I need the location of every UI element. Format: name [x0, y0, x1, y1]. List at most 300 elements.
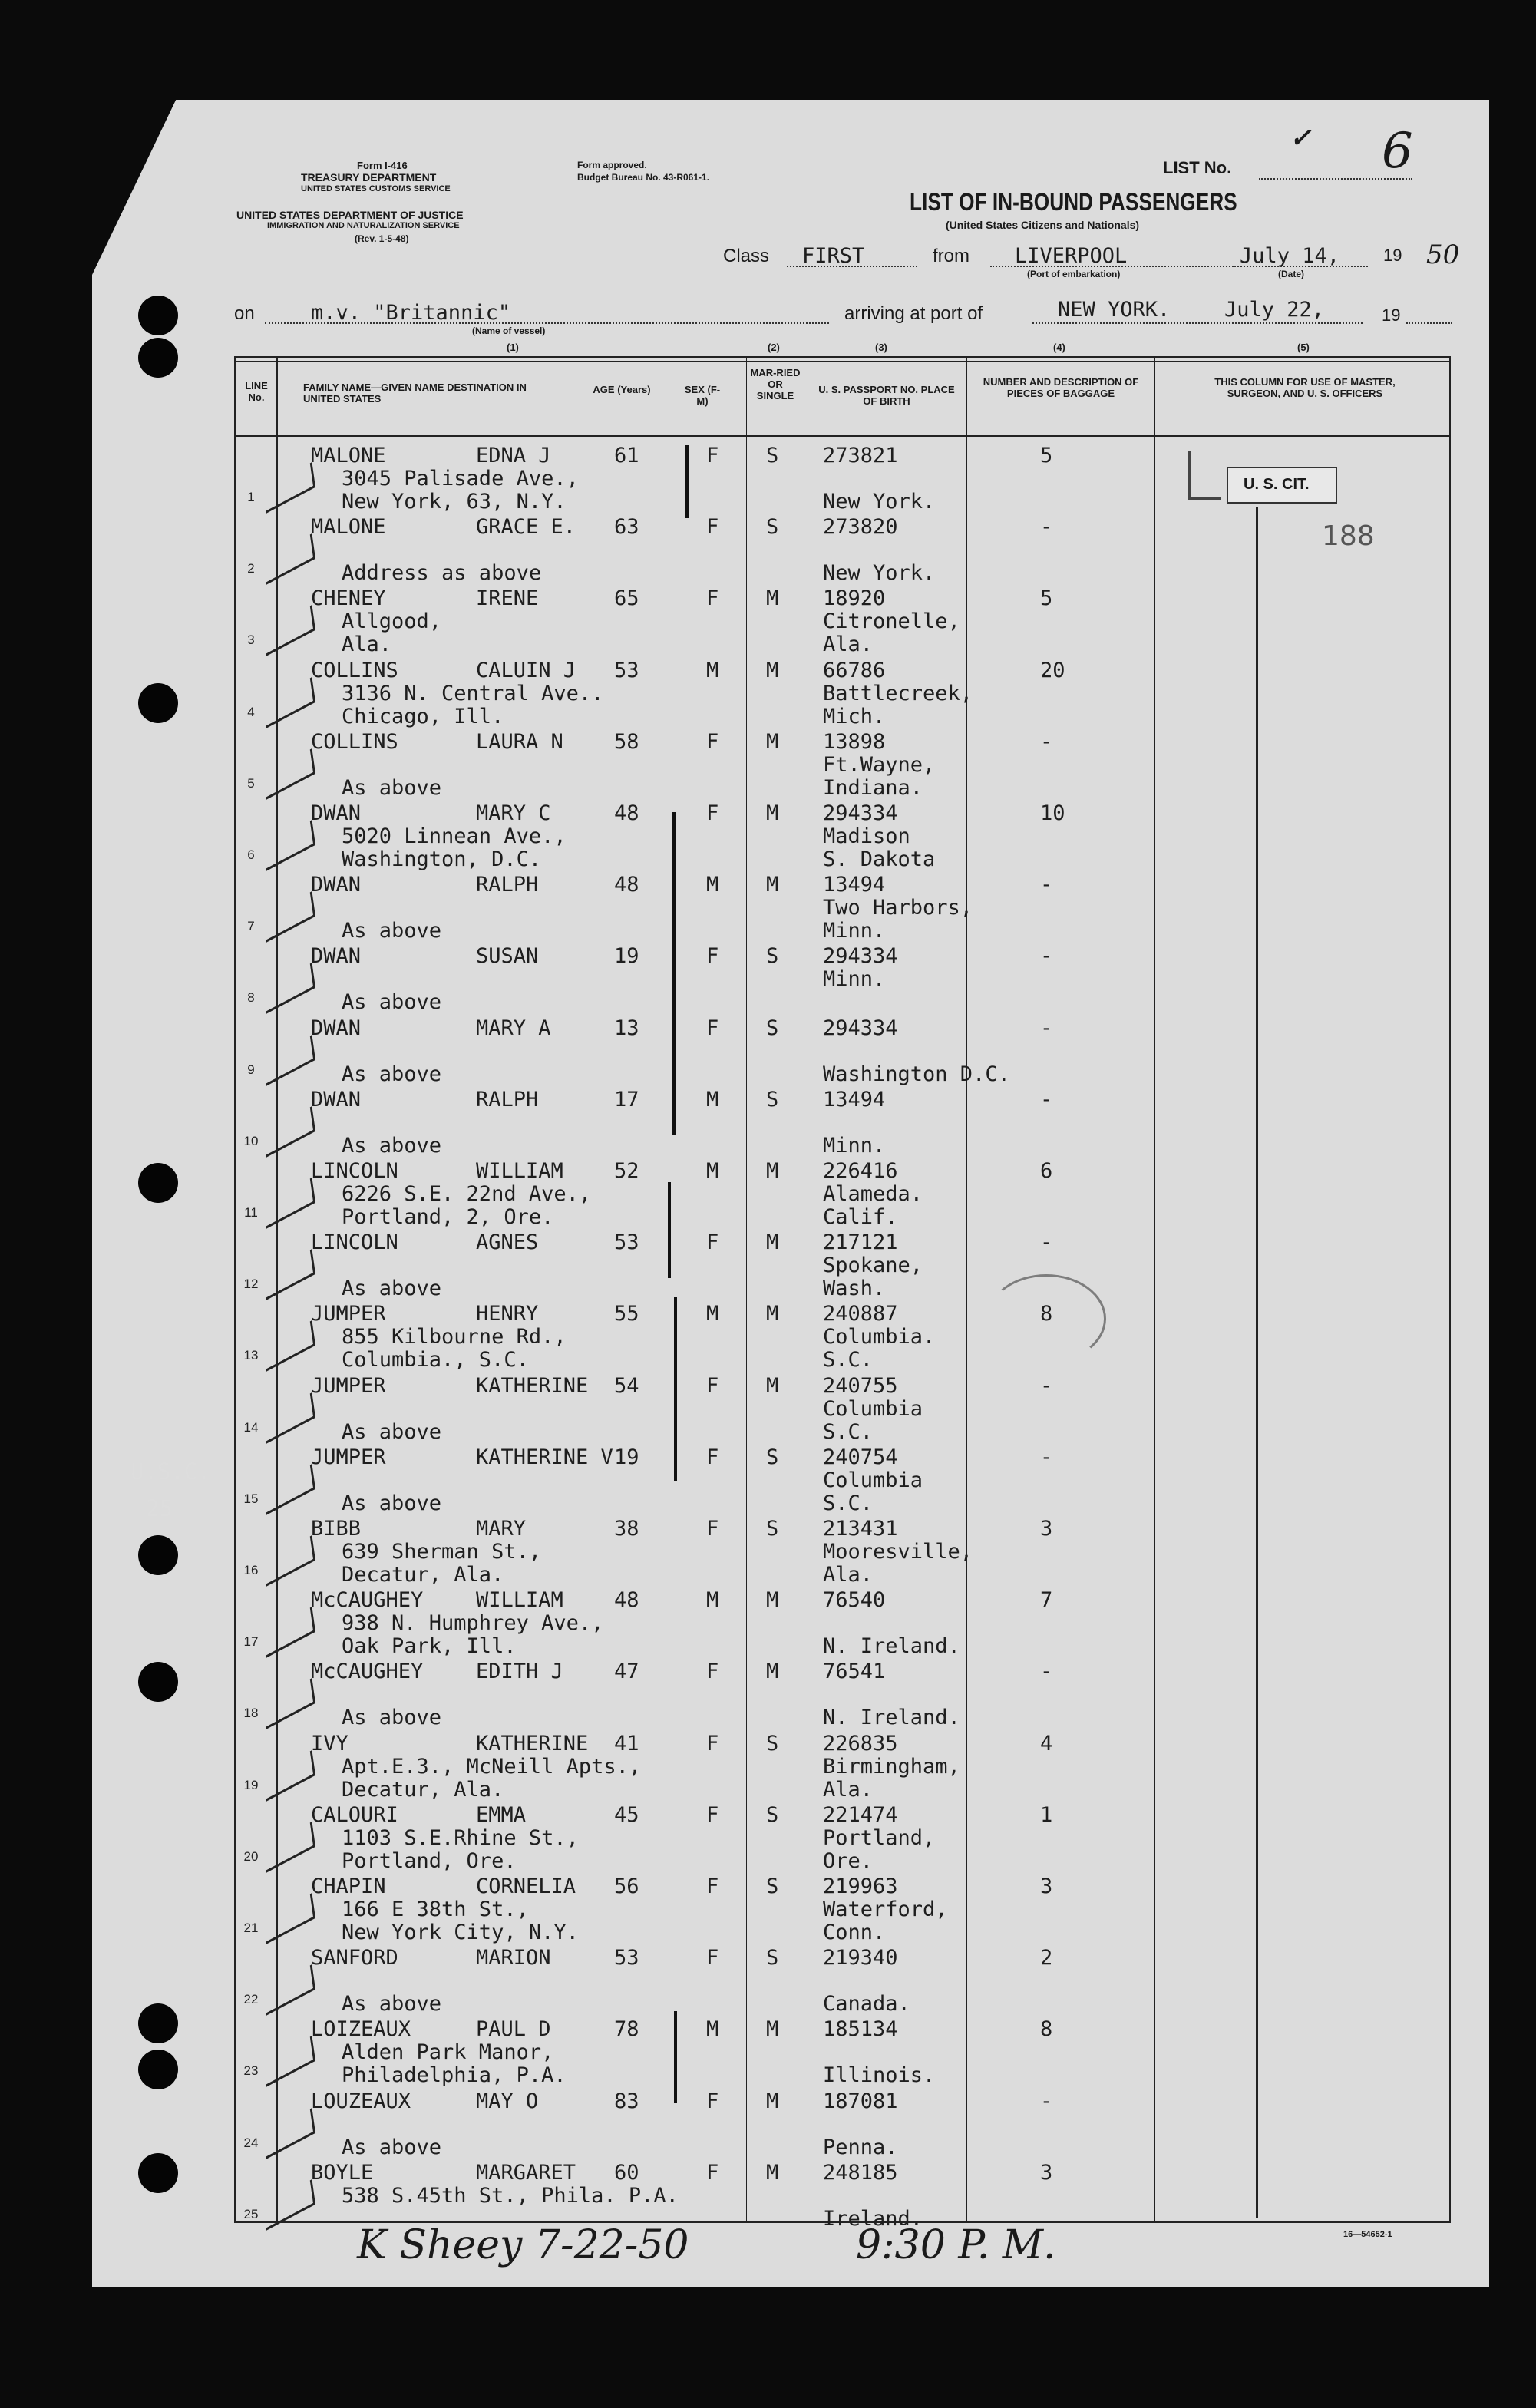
- line-number: 2: [247, 561, 255, 576]
- col-header-officers: THIS COLUMN FOR USE OF MASTER, SURGEON, AND U. S. OFFICERS: [1214, 376, 1396, 399]
- table-row: [0, 1803, 1536, 1875]
- baggage-count: 7: [1040, 1588, 1053, 1613]
- line-number: 13: [243, 1348, 259, 1363]
- on-label: on: [234, 303, 255, 324]
- birthplace-line-1: Waterford,: [823, 1898, 948, 1921]
- line-number: 5: [247, 775, 255, 791]
- birthplace-line-2: Penna.: [823, 2135, 898, 2159]
- passport-number: 294334: [823, 1016, 898, 1040]
- class-line: [787, 266, 917, 267]
- given-name: WILLIAM: [476, 1588, 563, 1613]
- birthplace-line-2: Wash.: [823, 1277, 886, 1301]
- sex: F: [706, 2089, 719, 2113]
- marital-status: M: [766, 1660, 779, 1684]
- table-top-rule-thin: [234, 361, 1451, 362]
- line-number: 10: [243, 1133, 259, 1148]
- budget-label: Budget Bureau No. 43-R061-1.: [577, 172, 710, 183]
- check-mark: [263, 2036, 315, 2087]
- line-number: 24: [243, 2135, 259, 2150]
- address-line-2: As above: [342, 1133, 442, 1158]
- family-name: SANFORD: [311, 1946, 398, 1970]
- col-header-name: FAMILY NAME—GIVEN NAME DESTINATION IN UNITED STATES: [303, 382, 527, 405]
- age: 60: [614, 2160, 639, 2185]
- address-line-1: 938 N. Humphrey Ave.,: [342, 1611, 604, 1636]
- family-name: DWAN: [311, 944, 362, 969]
- sex: F: [706, 1660, 719, 1684]
- address-line-2: Decatur, Ala.: [342, 1563, 504, 1587]
- check-mark: [263, 820, 315, 871]
- family-name: IVY: [311, 1731, 348, 1756]
- given-name: RALPH: [476, 1087, 539, 1112]
- baggage-count: 1: [1040, 1802, 1053, 1827]
- usc-count: 25: [146, 1495, 173, 1521]
- baggage-count: 4: [1040, 1731, 1053, 1756]
- inspector-signature: K Sheey 7-22-50: [357, 2222, 689, 2268]
- check-mark: [263, 462, 315, 514]
- birthplace-line-1: Birmingham,: [823, 1754, 960, 1779]
- birthplace-line-2: Minn.: [823, 919, 886, 943]
- family-name: JUMPER: [311, 1302, 386, 1326]
- list-no-label: LIST No.: [1163, 158, 1232, 177]
- form-number: Form I-416: [357, 160, 408, 171]
- address-line-2: As above: [342, 990, 442, 1015]
- passport-number: 213431: [823, 1517, 898, 1541]
- line-number: 1: [247, 490, 255, 504]
- col-number-2: (2): [768, 342, 780, 353]
- family-name: BIBB: [311, 1517, 362, 1541]
- birthplace-line-2: Ore.: [823, 1848, 874, 1873]
- sex: F: [706, 1230, 719, 1255]
- passport-number: 294334: [823, 801, 898, 825]
- header-bottom-rule: [234, 435, 1451, 437]
- sex: F: [706, 1373, 719, 1398]
- passport-number: 217121: [823, 1230, 898, 1255]
- sex: M: [706, 1302, 719, 1326]
- date-line: [1237, 266, 1368, 267]
- given-name: MARY: [476, 1517, 527, 1541]
- justice-label: UNITED STATES DEPARTMENT OF JUSTICE: [236, 209, 464, 221]
- family-name: McCAUGHEY: [311, 1588, 424, 1613]
- marital-status: M: [766, 1302, 779, 1326]
- sex: M: [706, 1087, 719, 1112]
- line-number: 21: [243, 1921, 259, 1935]
- sex: M: [706, 873, 719, 897]
- age: 48: [614, 1588, 639, 1613]
- col-number-4: (4): [1053, 342, 1065, 353]
- check-mark: [263, 1464, 315, 1515]
- address-line-2: Chicago, Ill.: [342, 704, 504, 728]
- birthplace-line-2: S.C.: [823, 1419, 874, 1444]
- arrival-year-prefix: 19: [1382, 306, 1401, 325]
- baggage-count: 8: [1040, 1302, 1053, 1326]
- customs-label: UNITED STATES CUSTOMS SERVICE: [301, 184, 451, 193]
- check-mark: [263, 1106, 315, 1158]
- marital-status: M: [766, 1588, 779, 1613]
- birthplace-line-2: Mich.: [823, 704, 886, 728]
- sex: F: [706, 1875, 719, 1898]
- birthplace-line-1: Two Harbors,: [823, 896, 973, 920]
- birthplace-line-1: Minn.: [823, 967, 886, 992]
- line-number: 8: [247, 990, 255, 1006]
- marital-status: S: [766, 1087, 779, 1112]
- form-code: 16—54652-1: [1343, 2230, 1392, 2239]
- birthplace-line-2: Minn.: [823, 1133, 886, 1158]
- line-number: 14: [243, 1419, 259, 1435]
- signature-time: 9:30 P. M.: [856, 2222, 1056, 2268]
- passport-number: 294334: [823, 944, 898, 969]
- marital-status: M: [766, 2089, 779, 2113]
- address-line-2: As above: [342, 775, 442, 800]
- address-line-2: As above: [342, 1491, 442, 1515]
- given-name: KATHERINE: [476, 1731, 589, 1756]
- line-number: 22: [243, 1992, 259, 2007]
- address-line-2: As above: [342, 1992, 442, 2017]
- age: 47: [614, 1660, 639, 1684]
- birthplace-line-2: Calif.: [823, 1205, 898, 1229]
- line-number: 4: [247, 704, 255, 719]
- marital-status: S: [766, 444, 779, 467]
- birthplace-line-2: N. Ireland.: [823, 1706, 960, 1730]
- address-line-1: Alden Park Manor,: [342, 2040, 554, 2065]
- approved-label: Form approved.: [577, 160, 647, 170]
- birthplace-line-2: New York.: [823, 561, 936, 586]
- birthplace-line-2: Illinois.: [823, 2063, 936, 2088]
- address-line-1: 1103 S.E.Rhine St.,: [342, 1825, 579, 1850]
- given-name: MARGARET: [476, 2160, 576, 2185]
- sex: M: [706, 658, 719, 682]
- age: 53: [614, 1230, 639, 1255]
- birthplace-line-2: S. Dakota: [823, 847, 936, 871]
- check-mark: [263, 533, 315, 585]
- arrival-port: NEW YORK.: [1058, 298, 1171, 322]
- col-number-5: (5): [1297, 342, 1310, 353]
- check-mark: [263, 1392, 315, 1444]
- address-line-1: 3045 Palisade Ave.,: [342, 467, 579, 491]
- age: 17: [614, 1087, 639, 1112]
- birthplace-line-1: Citronelle,: [823, 609, 960, 634]
- passport-number: 185134: [823, 2017, 898, 2042]
- vessel-name: m.v. "Britannic": [311, 301, 511, 325]
- given-name: LAURA N: [476, 729, 563, 754]
- table-row: [0, 659, 1536, 730]
- class-value: FIRST: [802, 244, 865, 268]
- sex: F: [706, 1016, 719, 1040]
- baggage-count: 3: [1040, 1875, 1053, 1898]
- baggage-count: -: [1040, 944, 1053, 969]
- sex: F: [706, 801, 719, 825]
- col-header-baggage: NUMBER AND DESCRIPTION OF PIECES OF BAGGAGE: [983, 376, 1139, 399]
- given-name: MARY C: [476, 801, 551, 825]
- given-name: CALUIN J: [476, 658, 576, 682]
- family-name: DWAN: [311, 1016, 362, 1040]
- passport-number: 226416: [823, 1159, 898, 1183]
- address-line-1: 6226 S.E. 22nd Ave.,: [342, 1182, 592, 1206]
- marital-status: S: [766, 1875, 779, 1898]
- birthplace-line-1: Mooresville,: [823, 1540, 973, 1564]
- age: 83: [614, 2089, 639, 2113]
- address-line-2: As above: [342, 1277, 442, 1301]
- age: 56: [614, 1875, 639, 1898]
- arriving-label: arriving at port of: [844, 303, 983, 324]
- given-name: CORNELIA: [476, 1875, 576, 1898]
- address-line-2: As above: [342, 1706, 442, 1730]
- given-name: RALPH: [476, 873, 539, 897]
- sex: F: [706, 1517, 719, 1541]
- marital-status: S: [766, 1517, 779, 1541]
- sex: F: [706, 1731, 719, 1756]
- check-mark: [263, 1320, 315, 1372]
- given-name: MAY O: [476, 2089, 539, 2113]
- marital-status: M: [766, 729, 779, 754]
- table-row: [0, 801, 1536, 873]
- line-number: 17: [243, 1634, 259, 1650]
- line-number: 6: [247, 847, 255, 862]
- marital-status: S: [766, 1731, 779, 1756]
- baggage-count: -: [1040, 2089, 1053, 2113]
- passport-number: 240754: [823, 1445, 898, 1469]
- baggage-count: -: [1040, 873, 1053, 897]
- given-name: GRACE E.: [476, 515, 576, 540]
- line-number: 7: [247, 919, 255, 934]
- baggage-count: -: [1040, 1230, 1053, 1255]
- marital-status: S: [766, 515, 779, 540]
- table-row: [0, 2089, 1536, 2161]
- sex: F: [706, 1802, 719, 1827]
- col-number-1: (1): [507, 342, 519, 353]
- baggage-count: 3: [1040, 1517, 1053, 1541]
- age: 78: [614, 2017, 639, 2042]
- marital-status: S: [766, 1445, 779, 1469]
- address-line-2: New York City, N.Y.: [342, 1921, 579, 1944]
- table-row: [0, 1374, 1536, 1445]
- family-name: CHENEY: [311, 586, 386, 611]
- birthplace-line-1: Columbia.: [823, 1325, 936, 1349]
- passport-number: 273820: [823, 515, 898, 540]
- passport-number: 240755: [823, 1373, 898, 1398]
- line-number: 15: [243, 1491, 259, 1506]
- officer-count: 188: [1322, 520, 1375, 552]
- given-name: EDITH J: [476, 1660, 563, 1684]
- arrival-line: [1032, 322, 1363, 324]
- sex: F: [706, 1946, 719, 1970]
- table-row: [0, 586, 1536, 658]
- birthplace-line-2: Ala.: [823, 633, 874, 657]
- birthplace-line-2: Indiana.: [823, 775, 923, 800]
- vessel-caption: (Name of vessel): [472, 325, 546, 336]
- marital-status: M: [766, 586, 779, 611]
- table-row: [0, 1875, 1536, 1946]
- check-mark: [263, 1249, 315, 1300]
- sex: M: [706, 1159, 719, 1183]
- passport-number: 13494: [823, 1087, 886, 1112]
- table-row: [0, 1517, 1536, 1588]
- arrival-year-line: [1406, 322, 1452, 324]
- family-name: LINCOLN: [311, 1230, 398, 1255]
- sex: F: [706, 444, 719, 467]
- table-row: [0, 1230, 1536, 1302]
- family-name: COLLINS: [311, 658, 398, 682]
- age: 48: [614, 801, 639, 825]
- address-line-1: 5020 Linnean Ave.,: [342, 824, 567, 848]
- table-row: [0, 1732, 1536, 1803]
- table-row: [0, 873, 1536, 944]
- check-mark: [263, 748, 315, 800]
- birthplace-line-2: Conn.: [823, 1921, 886, 1944]
- check-mark: [263, 1893, 315, 1944]
- birthplace-line-1: Alameda.: [823, 1182, 923, 1206]
- check-mark: [263, 677, 315, 728]
- age: 41: [614, 1731, 639, 1756]
- family-name: MALONE: [311, 515, 386, 540]
- date-value: July 14,: [1240, 244, 1340, 268]
- passport-number: 18920: [823, 586, 886, 611]
- passport-number: 76541: [823, 1660, 886, 1684]
- marital-status: M: [766, 801, 779, 825]
- check-mark: [263, 891, 315, 943]
- marital-status: M: [766, 658, 779, 682]
- passport-number: 240887: [823, 1302, 898, 1326]
- address-line-2: As above: [342, 1062, 442, 1086]
- address-line-2: Decatur, Ala.: [342, 1777, 504, 1802]
- marital-status: M: [766, 1230, 779, 1255]
- address-line-2: As above: [342, 1419, 442, 1444]
- passport-number: 273821: [823, 444, 898, 467]
- address-line-2: Philadelphia, P.A.: [342, 2063, 567, 2088]
- passport-number: 187081: [823, 2089, 898, 2113]
- birthplace-line-2: Ireland.: [823, 2206, 923, 2231]
- marital-status: M: [766, 1159, 779, 1183]
- passport-number: 219340: [823, 1946, 898, 1970]
- family-name: LOIZEAUX: [311, 2017, 411, 2042]
- baggage-count: -: [1040, 1445, 1053, 1469]
- check-mark: [263, 1750, 315, 1802]
- given-name: PAUL D: [476, 2017, 551, 2042]
- from-label: from: [933, 246, 969, 266]
- address-line-2: As above: [342, 2135, 442, 2159]
- address-line-2: Portland, Ore.: [342, 1848, 517, 1873]
- check-mark: [263, 2108, 315, 2159]
- manifest-title: LIST OF IN-BOUND PASSENGERS: [910, 188, 1237, 216]
- address-line-2: Portland, 2, Ore.: [342, 1205, 554, 1229]
- handwritten-mark: ✓: [1290, 123, 1312, 154]
- stamp-text: U. S. CIT.: [1244, 476, 1310, 493]
- given-name: HENRY: [476, 1302, 539, 1326]
- revision-label: (Rev. 1-5-48): [355, 233, 409, 244]
- family-name: CALOURI: [311, 1802, 398, 1827]
- passport-number: 13494: [823, 873, 886, 897]
- treasury-label: TREASURY DEPARTMENT: [301, 171, 437, 183]
- line-number: 9: [247, 1062, 255, 1077]
- family-name: DWAN: [311, 1087, 362, 1112]
- check-mark: [263, 963, 315, 1014]
- check-mark: [263, 1178, 315, 1229]
- birthplace-line-2: S.C.: [823, 1491, 874, 1515]
- binder-hole: [138, 338, 178, 378]
- check-mark: [263, 2179, 315, 2231]
- given-name: KATHERINE V: [476, 1445, 613, 1469]
- line-number: 23: [243, 2063, 259, 2079]
- family-name: JUMPER: [311, 1373, 386, 1398]
- family-name: McCAUGHEY: [311, 1660, 424, 1684]
- family-bracket: [672, 812, 676, 1135]
- date-caption: (Date): [1278, 269, 1305, 279]
- birthplace-line-2: Ala.: [823, 1563, 874, 1587]
- birthplace-line-2: N. Ireland.: [823, 1634, 960, 1659]
- address-line-2: Washington, D.C.: [342, 847, 542, 871]
- address-line-1: 855 Kilbourne Rd.,: [342, 1325, 567, 1349]
- check-mark: [263, 1822, 315, 1873]
- table-row: [0, 1016, 1536, 1088]
- family-name: LINCOLN: [311, 1159, 398, 1183]
- address-line-2: New York, 63, N.Y.: [342, 490, 567, 514]
- from-line: [990, 266, 1236, 267]
- col-header-passport: U. S. PASSPORT NO. PLACE OF BIRTH: [818, 384, 955, 407]
- birthplace-line-2: New York.: [823, 490, 936, 514]
- table-row: [0, 2017, 1536, 2089]
- baggage-count: -: [1040, 515, 1053, 540]
- year-value: 50: [1426, 239, 1460, 270]
- bracket-mark: [1188, 451, 1221, 500]
- check-mark: [263, 1607, 315, 1658]
- baggage-count: -: [1040, 729, 1053, 754]
- baggage-count: -: [1040, 1373, 1053, 1398]
- passport-number: 219963: [823, 1875, 898, 1898]
- age: 53: [614, 658, 639, 682]
- line-number: 25: [243, 2206, 259, 2221]
- col-header-married: MAR-RIED OR SINGLE: [750, 367, 801, 401]
- us-citizen-stamp: [1227, 467, 1337, 504]
- birthplace-line-1: Ft.Wayne,: [823, 752, 936, 777]
- age: 38: [614, 1517, 639, 1541]
- col-header-age: AGE (Years): [593, 384, 651, 395]
- address-line-1: 3136 N. Central Ave..: [342, 681, 604, 705]
- sex: F: [706, 729, 719, 754]
- baggage-count: 3: [1040, 2160, 1053, 2185]
- marital-status: M: [766, 2160, 779, 2185]
- marital-status: S: [766, 1016, 779, 1040]
- given-name: EDNA J: [476, 444, 551, 467]
- given-name: SUSAN: [476, 944, 539, 969]
- given-name: AGNES: [476, 1230, 539, 1255]
- age: 54: [614, 1373, 639, 1398]
- manifest-subtitle: (United States Citizens and Nationals): [946, 219, 1140, 231]
- passport-number: 76540: [823, 1588, 886, 1613]
- table-row: [0, 1159, 1536, 1230]
- sex: F: [706, 944, 719, 969]
- table-row: [0, 1946, 1536, 2017]
- marital-status: M: [766, 2017, 779, 2042]
- check-mark: [263, 1535, 315, 1587]
- family-name: LOUZEAUX: [311, 2089, 411, 2113]
- list-no-value: 6: [1382, 123, 1413, 180]
- table-row: [0, 515, 1536, 586]
- birthplace-line-1: Columbia: [823, 1468, 923, 1492]
- baggage-count: 10: [1040, 801, 1065, 825]
- line-number: 3: [247, 633, 255, 648]
- passport-number: 248185: [823, 2160, 898, 2185]
- address-line-2: Ala.: [342, 633, 392, 657]
- sex: F: [706, 586, 719, 611]
- birthplace-line-1: Battlecreek,: [823, 681, 973, 705]
- family-name: CHAPIN: [311, 1875, 386, 1898]
- given-name: MARION: [476, 1946, 551, 1970]
- check-mark: [263, 1035, 315, 1086]
- age: 65: [614, 586, 639, 611]
- marital-status: S: [766, 1802, 779, 1827]
- baggage-count: 20: [1040, 658, 1065, 682]
- family-name: DWAN: [311, 801, 362, 825]
- passport-number: 66786: [823, 658, 886, 682]
